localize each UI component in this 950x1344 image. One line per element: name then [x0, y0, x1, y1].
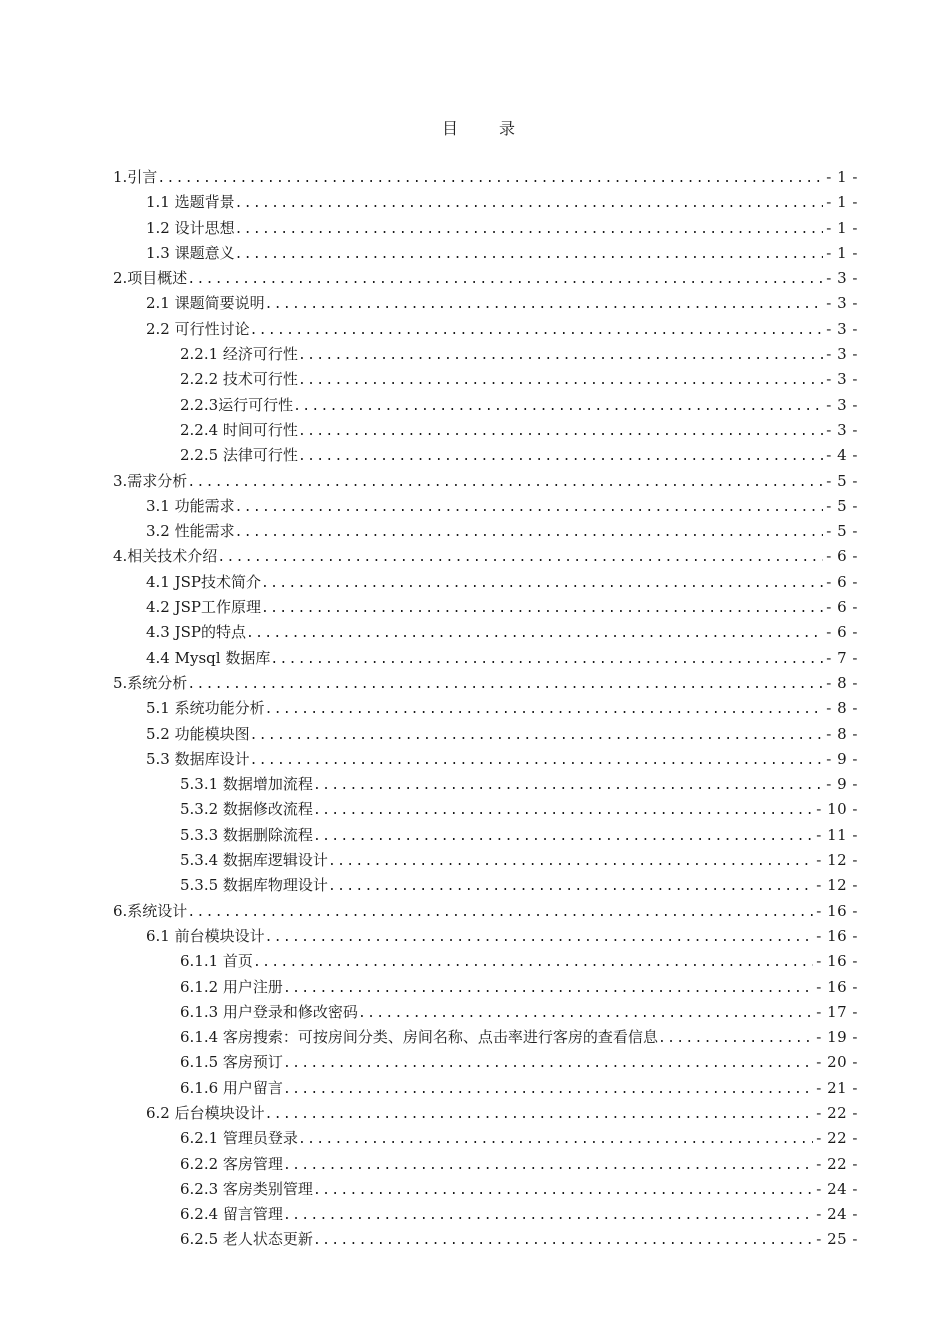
dot-leader — [293, 394, 823, 418]
toc-entry-page-number: - 6 - — [826, 623, 858, 642]
dot-leader — [261, 596, 823, 620]
toc-entry-label: 5.3.3 数据删除流程 — [180, 825, 313, 844]
toc-entry-label: 6.1.6 用户留言 — [180, 1078, 283, 1097]
toc-entry[interactable] — [113, 519, 858, 544]
toc-entry[interactable] — [113, 190, 858, 215]
dot-leader — [313, 824, 813, 848]
toc-entry-label: 6.系统设计 — [113, 901, 188, 920]
toc-entry-label: 1.2 设计思想 — [146, 218, 235, 237]
toc-entry[interactable] — [113, 342, 858, 367]
dot-leader — [298, 419, 823, 443]
toc-heading: 目 录 — [441, 119, 534, 138]
toc-entry-page-number: - 8 - — [826, 673, 858, 692]
toc-entry-page-number: - 3 - — [826, 370, 858, 389]
toc-entry[interactable] — [113, 899, 858, 924]
dot-leader — [253, 950, 813, 974]
toc-entry-label: 6.2.4 留言管理 — [180, 1205, 283, 1224]
toc-entry[interactable] — [113, 367, 858, 392]
toc-entry[interactable] — [113, 216, 858, 241]
dot-leader — [283, 1203, 813, 1227]
toc-entry-label: 4.1 JSP技术简介 — [146, 572, 262, 591]
toc-entry-page-number: - 8 - — [826, 724, 858, 743]
toc-entry-label: 2.2 可行性讨论 — [146, 319, 250, 338]
toc-entry-label: 2.2.2 技术可行性 — [180, 370, 298, 389]
toc-entry[interactable] — [113, 949, 858, 974]
toc-entry-page-number: - 6 - — [826, 572, 858, 591]
toc-entry-label: 5.3 数据库设计 — [146, 749, 250, 768]
toc-entry[interactable] — [113, 1101, 858, 1126]
toc-entry-page-number: - 5 - — [826, 496, 858, 515]
toc-entry-label: 2.2.1 经济可行性 — [180, 345, 298, 364]
toc-entry[interactable] — [113, 494, 858, 519]
toc-entry-page-number: - 16 - — [816, 901, 858, 920]
toc-entry-label: 2.项目概述 — [113, 269, 188, 288]
toc-entry-label: 1.3 课题意义 — [146, 243, 235, 262]
toc-entry-page-number: - 22 - — [816, 1103, 858, 1122]
dot-leader — [265, 925, 814, 949]
dot-leader — [187, 672, 823, 696]
toc-entry-page-number: - 22 - — [816, 1154, 858, 1173]
toc-entry-page-number: - 17 - — [816, 1002, 858, 1021]
toc-entry[interactable] — [113, 646, 858, 671]
dot-leader — [235, 495, 824, 519]
toc-entry[interactable] — [113, 747, 858, 772]
toc-entry-page-number: - 20 - — [816, 1053, 858, 1072]
dot-leader — [217, 545, 823, 569]
toc-entry[interactable] — [113, 418, 858, 443]
toc-entry-page-number: - 3 - — [826, 269, 858, 288]
toc-entry-label: 2.2.5 法律可行性 — [180, 446, 298, 465]
toc-entry-label: 6.2.5 老人状态更新 — [180, 1230, 313, 1249]
toc-entry-label: 5.3.5 数据库物理设计 — [180, 876, 328, 895]
dot-leader — [187, 900, 813, 924]
toc-entry[interactable] — [113, 924, 858, 949]
toc-entry-label: 2.1 课题简要说明 — [146, 294, 265, 313]
dot-leader — [283, 1051, 813, 1075]
toc-entry[interactable] — [113, 469, 858, 494]
toc-entry-page-number: - 5 - — [826, 471, 858, 490]
dot-leader — [265, 697, 824, 721]
toc-entry-page-number: - 9 - — [826, 749, 858, 768]
toc-entry-page-number: - 1 - — [826, 193, 858, 212]
toc-entry[interactable] — [113, 1000, 858, 1025]
dot-leader — [328, 874, 813, 898]
toc-entry-label: 6.1.4 客房搜索：可按房间分类、房间名称、点击率进行客房的查看信息 — [180, 1028, 658, 1047]
toc-entry-page-number: - 16 - — [816, 952, 858, 971]
toc-entry-page-number: - 12 - — [816, 851, 858, 870]
toc-entry-page-number: - 21 - — [816, 1078, 858, 1097]
toc-entry[interactable] — [113, 1076, 858, 1101]
toc-entry-page-number: - 5 - — [826, 522, 858, 541]
toc-entry-page-number: - 7 - — [826, 648, 858, 667]
toc-entry-page-number: - 3 - — [826, 294, 858, 313]
toc-entry-page-number: - 9 - — [826, 775, 858, 794]
toc-entry-page-number: - 1 - — [826, 243, 858, 262]
toc-entry-label: 4.3 JSP的特点 — [146, 623, 247, 642]
toc-entry[interactable] — [113, 823, 858, 848]
dot-leader — [157, 166, 823, 190]
toc-entry[interactable] — [113, 1202, 858, 1227]
dot-leader — [313, 798, 813, 822]
toc-entry-label: 5.3.2 数据修改流程 — [180, 800, 313, 819]
toc-entry[interactable] — [113, 1152, 858, 1177]
dot-leader — [283, 1077, 813, 1101]
toc-entry-label: 6.2.1 管理员登录 — [180, 1129, 298, 1148]
dot-leader — [187, 267, 823, 291]
toc-entry[interactable] — [113, 848, 858, 873]
toc-entry-label: 6.1.2 用户注册 — [180, 977, 283, 996]
toc-entry[interactable] — [113, 873, 858, 898]
toc-entry-page-number: - 10 - — [816, 800, 858, 819]
toc-entry[interactable] — [113, 620, 858, 645]
dot-leader — [658, 1026, 813, 1050]
dot-leader — [313, 773, 823, 797]
toc-entry-page-number: - 16 - — [816, 926, 858, 945]
dot-leader — [298, 368, 823, 392]
toc-entry[interactable] — [113, 975, 858, 1000]
dot-leader — [298, 444, 823, 468]
toc-entry-label: 5.3.1 数据增加流程 — [180, 775, 313, 794]
toc-entry[interactable] — [113, 544, 858, 569]
toc-entry-page-number: - 22 - — [816, 1129, 858, 1148]
dot-leader — [328, 849, 813, 873]
toc-entry[interactable] — [113, 165, 858, 190]
toc-entry-page-number: - 25 - — [816, 1230, 858, 1249]
toc-entry-page-number: - 24 - — [816, 1179, 858, 1198]
toc-entry[interactable] — [113, 1126, 858, 1151]
toc-entry-label: 5.系统分析 — [113, 673, 188, 692]
dot-leader — [298, 343, 823, 367]
toc-entry-label: 4.2 JSP工作原理 — [146, 598, 262, 617]
toc-entry-page-number: - 12 - — [816, 876, 858, 895]
toc-entry[interactable] — [113, 696, 858, 721]
toc-entry-page-number: - 19 - — [816, 1028, 858, 1047]
dot-leader — [187, 470, 823, 494]
dot-leader — [265, 292, 824, 316]
toc-entry-page-number: - 4 - — [826, 446, 858, 465]
toc-entry-label: 4.相关技术介绍 — [113, 547, 218, 566]
dot-leader — [235, 520, 824, 544]
dot-leader — [235, 217, 824, 241]
toc-entry-label: 6.1 前台模块设计 — [146, 926, 265, 945]
toc-entry-label: 1.引言 — [113, 168, 158, 186]
dot-leader — [265, 1102, 814, 1126]
toc-entry-label: 6.2 后台模块设计 — [146, 1103, 265, 1122]
toc-entry-page-number: - 16 - — [816, 977, 858, 996]
toc-entry[interactable] — [113, 772, 858, 797]
toc-entry-label: 4.4 Mysql 数据库 — [146, 648, 271, 667]
toc-entry-label: 6.2.3 客房类别管理 — [180, 1179, 313, 1198]
toc-entry[interactable] — [113, 671, 858, 696]
dot-leader — [261, 571, 823, 595]
toc-entry[interactable] — [113, 1050, 858, 1075]
toc-entry-label: 3.2 性能需求 — [146, 522, 235, 541]
toc-entry-page-number: - 11 - — [816, 825, 858, 844]
dot-leader — [313, 1178, 813, 1202]
toc-entry[interactable] — [113, 570, 858, 595]
dot-leader — [246, 621, 823, 645]
dot-leader — [250, 748, 824, 772]
toc-entry[interactable] — [113, 595, 858, 620]
toc-entry[interactable] — [113, 443, 858, 468]
dot-leader — [250, 723, 824, 747]
dot-leader — [298, 1127, 813, 1151]
toc-entry[interactable] — [113, 393, 858, 418]
toc-entry[interactable] — [113, 291, 858, 316]
toc-entry-label: 6.1.5 客房预订 — [180, 1053, 283, 1072]
toc-entry-page-number: - 1 - — [826, 218, 858, 237]
toc-entry-label: 2.2.3运行可行性 — [180, 395, 294, 414]
toc-entry-label: 5.2 功能模块图 — [146, 724, 250, 743]
toc-entry[interactable] — [113, 1177, 858, 1202]
toc-entry-label: 6.1.1 首页 — [180, 952, 253, 971]
dot-leader — [250, 318, 824, 342]
toc-entry[interactable] — [113, 266, 858, 291]
dot-leader — [235, 242, 824, 266]
toc-entry-label: 3.需求分析 — [113, 471, 188, 490]
dot-leader — [283, 976, 813, 1000]
toc-entry-page-number: - 3 - — [826, 319, 858, 338]
toc-entry-label: 5.3.4 数据库逻辑设计 — [180, 851, 328, 870]
toc-entry-page-number: - 8 - — [826, 699, 858, 718]
toc-entry[interactable] — [113, 241, 858, 266]
toc-entry[interactable] — [113, 797, 858, 822]
toc-entry-page-number: - 6 - — [826, 598, 858, 617]
toc-entry-label: 5.1 系统功能分析 — [146, 699, 265, 718]
toc-entry-page-number: - 24 - — [816, 1205, 858, 1224]
dot-leader — [313, 1228, 813, 1252]
toc-entry-page-number: - 3 - — [826, 420, 858, 439]
toc-entry-page-number: - 6 - — [826, 547, 858, 566]
toc-entry-page-number: - 1 - — [826, 168, 858, 186]
dot-leader — [270, 647, 823, 671]
toc-entry[interactable] — [113, 722, 858, 747]
toc-entry[interactable] — [113, 1025, 858, 1050]
toc-entry-label: 3.1 功能需求 — [146, 496, 235, 515]
dot-leader — [358, 1001, 813, 1025]
dot-leader — [283, 1153, 813, 1177]
toc-entry[interactable] — [113, 317, 858, 342]
toc-entry[interactable] — [113, 1227, 858, 1252]
toc-entry-label: 6.2.2 客房管理 — [180, 1154, 283, 1173]
toc-entry-label: 1.1 选题背景 — [146, 193, 235, 212]
toc-entry-page-number: - 3 - — [826, 345, 858, 364]
toc-entry-label: 6.1.3 用户登录和修改密码 — [180, 1002, 358, 1021]
toc-entry-label: 2.2.4 时间可行性 — [180, 420, 298, 439]
table-of-contents — [113, 165, 858, 1253]
dot-leader — [235, 191, 824, 215]
toc-entry-page-number: - 3 - — [826, 395, 858, 414]
